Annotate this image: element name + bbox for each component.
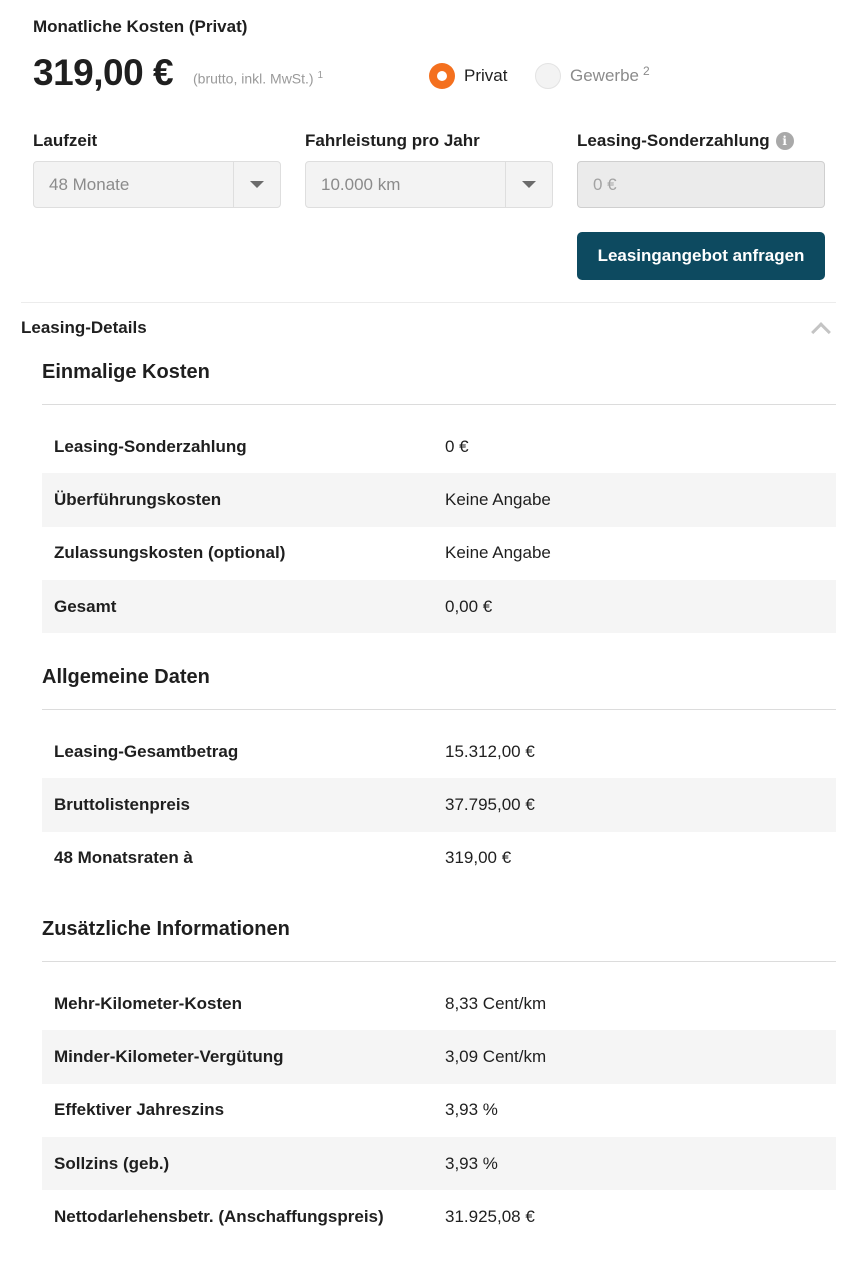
row-label: Nettodarlehensbetr. (Anschaffungspreis) <box>54 1206 384 1226</box>
section-einmalige-kosten <box>42 358 836 633</box>
section-allgemeine-daten <box>42 663 836 885</box>
section-title: Einmalige Kosten <box>42 358 836 405</box>
row-value: 31.925,08 € <box>445 1206 535 1226</box>
row-label: Sollzins (geb.) <box>54 1153 170 1173</box>
row-value: Keine Angabe <box>445 489 551 509</box>
laufzeit-label-text: Laufzeit <box>33 131 98 150</box>
row-value: 319,00 € <box>445 848 512 868</box>
row-label: Gesamt <box>54 596 117 616</box>
radio-selected-icon <box>429 63 455 89</box>
laufzeit-value: 48 Monate <box>49 174 130 194</box>
table-row <box>42 580 836 633</box>
row-value: 0,00 € <box>445 596 493 616</box>
table-row <box>42 1084 836 1137</box>
radio-privat-label: Privat <box>464 66 508 85</box>
table-row <box>42 1030 836 1083</box>
price-note-text: (brutto, inkl. MwSt.) <box>193 70 314 87</box>
monthly-cost-title: Monatliche Kosten (Privat) <box>33 17 248 36</box>
row-value: 3,93 % <box>445 1153 498 1173</box>
section-zusaetzliche-informationen <box>42 915 836 1243</box>
row-value: Keine Angabe <box>445 543 551 563</box>
section-title: Zusätzliche Informationen <box>42 915 836 962</box>
row-value: 15.312,00 € <box>445 741 535 761</box>
sonderzahlung-input[interactable]: 0 € <box>577 161 825 208</box>
row-value: 3,93 % <box>445 1100 498 1120</box>
info-icon[interactable]: i <box>776 132 794 150</box>
table-row <box>42 977 836 1030</box>
row-label: Überführungskosten <box>54 489 222 509</box>
row-label: Minder-Kilometer-Vergütung <box>54 1046 284 1066</box>
row-value: 37.795,00 € <box>445 794 535 814</box>
fahrleistung-label-text: Fahrleistung pro Jahr <box>305 131 480 150</box>
sonderzahlung-label-text: Leasing-Sonderzahlung <box>577 131 770 150</box>
radio-gewerbe-label: Gewerbe <box>570 66 639 85</box>
sonderzahlung-label <box>577 131 794 151</box>
chevron-up-icon <box>811 322 831 342</box>
price-note-footnote: 1 <box>317 70 324 81</box>
table-row <box>42 725 836 778</box>
fahrleistung-select[interactable] <box>305 161 553 208</box>
fahrleistung-label <box>305 131 480 151</box>
row-label: Bruttolistenpreis <box>54 794 191 814</box>
row-label: Mehr-Kilometer-Kosten <box>54 993 242 1013</box>
section-title: Allgemeine Daten <box>42 663 836 710</box>
caret-down-icon <box>234 181 280 188</box>
table-row <box>42 420 836 473</box>
caret-down-icon <box>506 181 552 188</box>
radio-privat[interactable] <box>429 63 507 89</box>
divider <box>21 302 836 303</box>
table-row <box>42 778 836 831</box>
row-label: Leasing-Sonderzahlung <box>54 436 247 456</box>
row-value: 8,33 Cent/km <box>445 993 547 1013</box>
monthly-price: 319,00 € <box>33 52 174 93</box>
price-note <box>193 70 323 87</box>
laufzeit-select[interactable] <box>33 161 281 208</box>
row-label: 48 Monatsraten à <box>54 848 193 868</box>
laufzeit-label <box>33 131 97 151</box>
radio-gewerbe-footnote: 2 <box>642 64 650 78</box>
row-value: 0 € <box>445 436 469 456</box>
table-row <box>42 473 836 526</box>
row-value: 3,09 Cent/km <box>445 1046 547 1066</box>
row-label: Zulassungskosten (optional) <box>54 543 286 563</box>
table-row <box>42 1137 836 1190</box>
table-row <box>42 832 836 885</box>
request-offer-button[interactable]: Leasingangebot anfragen <box>577 232 825 280</box>
table-row <box>42 1190 836 1243</box>
table-row <box>42 527 836 580</box>
radio-unselected-icon <box>535 63 561 89</box>
row-label: Effektiver Jahreszins <box>54 1100 225 1120</box>
fahrleistung-value: 10.000 km <box>321 174 401 194</box>
radio-gewerbe[interactable] <box>535 63 650 89</box>
leasing-details-toggle[interactable] <box>21 316 836 340</box>
leasing-details-heading: Leasing-Details <box>21 318 147 337</box>
row-label: Leasing-Gesamtbetrag <box>54 741 239 761</box>
